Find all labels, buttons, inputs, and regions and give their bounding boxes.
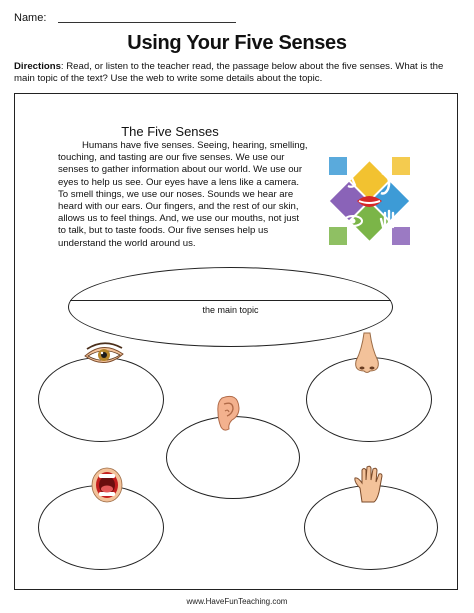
main-topic-label: the main topic (202, 305, 259, 315)
name-label: Name: (14, 12, 47, 24)
eye-icon (83, 340, 125, 370)
directions-text: : Read, or listen to the teacher read, the passage below about the five senses. What is the main topic of the text? Use the web to write some details about the topic. (14, 61, 444, 84)
passage-body: Humans have five senses. Seeing, hearing, smelling, touching, and tasting are our five senses. We use our senses to gather information about our world. We use our eyes to help us see. Our eyes have a lens like a camera. To smell things, we use our noses. Sounds we hear are heard with our ears. Our fingers, and the rest of our skin, allows us to feel things. And, we use our mouths, not just to talk, but to taste foods. Our five senses help us understand the world around us. (58, 140, 308, 249)
nose-icon (352, 331, 382, 375)
directions-label: Directions (14, 61, 61, 72)
directions (14, 61, 460, 85)
passage-text (58, 140, 308, 250)
main-topic-writing-line (70, 300, 391, 301)
ear-icon (214, 394, 242, 432)
hand-icon (352, 464, 388, 504)
name-field[interactable] (58, 22, 236, 23)
passage-title: The Five Senses (121, 124, 219, 139)
worksheet-title: Using Your Five Senses (127, 32, 347, 54)
footer-website: www.HaveFunTeaching.com (186, 597, 288, 606)
five-senses-collage-icon (327, 155, 412, 247)
mouth-icon (90, 466, 124, 504)
